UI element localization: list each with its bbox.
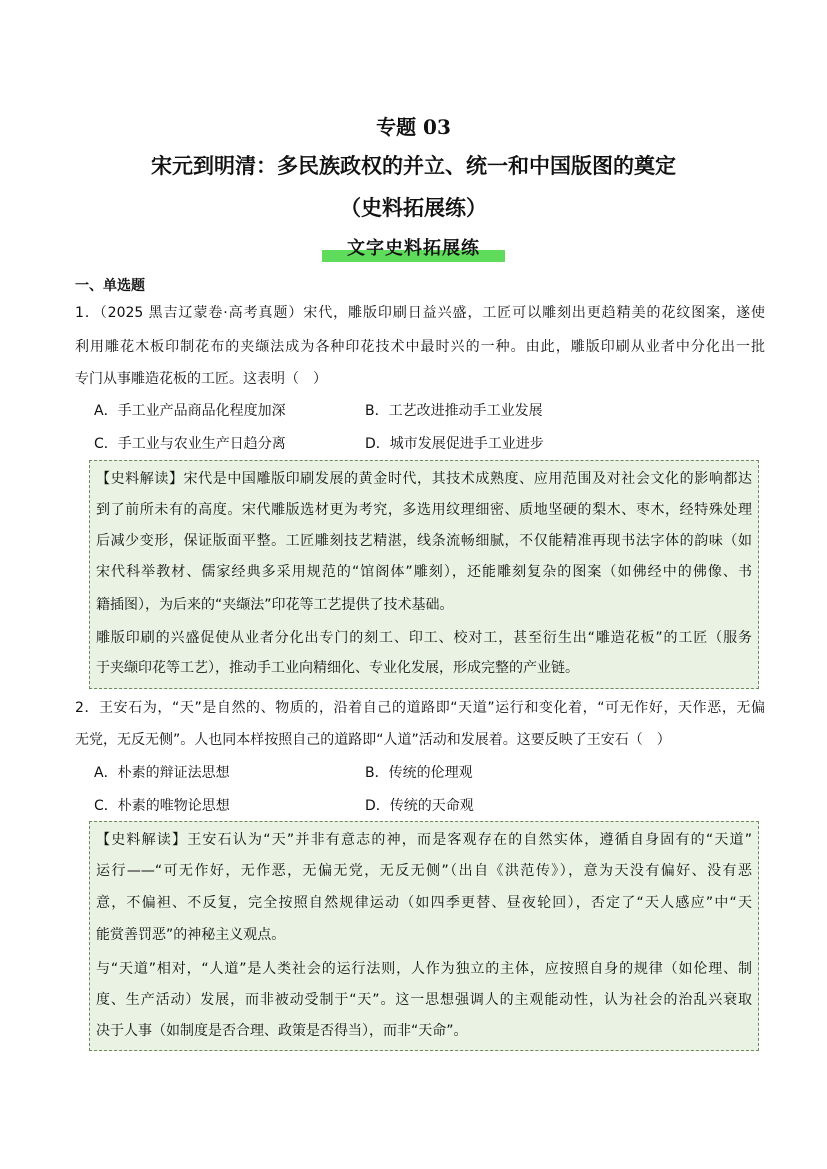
page-subtitle: （史料拓展练） [340,195,487,220]
q2-stem-line-2: 无党，无反无侧”。人也同本样按照自己的道路即“人道”活动和发展着。这要反映了王安石（ ） [75,732,671,748]
q2-option-b[interactable]: B．传统的伦理观 [365,765,473,781]
q2-analysis-line: 意，不偏袒、不反复，完全按照自然规律运动（如四季更替、昼夜轮回），否定了“天人感应”中“天 [96,895,752,911]
q2-option-a[interactable]: A．朴素的辩证法思想 [94,765,230,781]
page-title-main: 宋元到明清：多民族政权的并立、统一和中国版图的奠定 [151,153,676,178]
q1-analysis-line: 到了前所未有的高度。宋代雕版选材更为考究，多选用纹理细密、质地坚硬的梨木、枣木，经特殊处理 [96,502,752,518]
q2-analysis-line: 运行——“可无作好，无作恶，无偏无党，无反无侧”（出自《洪范传》），意为天没有偏好、没有恶 [96,863,752,879]
section-heading: 一、单选题 [75,278,145,294]
q1-analysis-line: 籍插图），为后来的“夹缬法”印花等工艺提供了技术基础。 [96,597,454,613]
page-title-topic: 专题 03 [376,115,451,139]
q1-stem-line-3: 专门从事雕造花板的工匠。这表明（ ） [75,371,327,387]
q1-stem-line-2: 利用雕花木板印制花布的夹缬法成为各种印花技术中最时兴的一种。由此，雕版印刷从业者中分化出一批 [75,339,765,355]
q1-analysis-box [89,460,759,689]
q1-stem-line-1: 1．（2025 黑吉辽蒙卷·高考真题）宋代，雕版印刷日益兴盛，工匠可以雕刻出更趋精美的花纹图案，遂使 [75,305,765,321]
q2-option-c[interactable]: C．朴素的唯物论思想 [94,798,230,814]
banner-label: 文字史料拓展练 [347,238,480,259]
q2-option-d[interactable]: D．传统的天命观 [365,798,474,814]
q1-analysis-line: 雕版印刷的兴盛促使从业者分化出专门的刻工、印工、校对工，甚至衍生出“雕造花板”的工匠（服务 [96,630,752,646]
q2-analysis-line: 度、生产活动）发展，而非被动受制于“天”。这一思想强调人的主观能动性，认为社会的治乱兴衰取 [96,992,752,1008]
q2-analysis-line: 能赏善罚恶”的神秘主义观点。 [96,927,286,943]
q1-analysis-line: 宋代科举教材、儒家经典多采用规范的“馆阁体”雕刻），还能雕刻复杂的图案（如佛经中的佛像、书 [96,564,752,580]
q1-analysis-line: 【史料解读】宋代是中国雕版印刷发展的黄金时代，其技术成熟度、应用范围及对社会文化的影响都达 [96,471,752,487]
q1-option-d[interactable]: D．城市发展促进手工业进步 [365,436,544,452]
q1-analysis-line: 于夹缬印花等工艺），推动手工业向精细化、专业化发展，形成完整的产业链。 [96,660,579,676]
section-banner [322,234,505,262]
q2-stem-line-1: 2．王安石为，“天”是自然的、物质的，沿着自己的道路即“天道”运行和变化着，“可无作好，天作恶，无偏 [75,700,765,716]
q2-analysis-line: 决于人事（如制度是否合理、政策是否得当），而非“天命”。 [96,1023,468,1039]
q1-option-a[interactable]: A．手工业产品商品化程度加深 [94,403,286,419]
q1-option-b[interactable]: B．工艺改进推动手工业发展 [365,403,543,419]
q2-analysis-box [89,821,759,1051]
q2-analysis-line: 【史料解读】王安石认为“天”并非有意志的神，而是客观存在的自然实体，遵循自身固有的“天道” [96,832,752,848]
q2-analysis-line: 与“天道”相对，“人道”是人类社会的运行法则，人作为独立的主体，应按照自身的规律（如伦理、制 [96,961,752,977]
q1-option-c[interactable]: C．手工业与农业生产日趋分离 [94,436,286,452]
q1-analysis-line: 后减少变形，保证版面平整。工匠雕刻技艺精湛，线条流畅细腻，不仅能精准再现书法字体的韵味（如 [96,533,752,549]
